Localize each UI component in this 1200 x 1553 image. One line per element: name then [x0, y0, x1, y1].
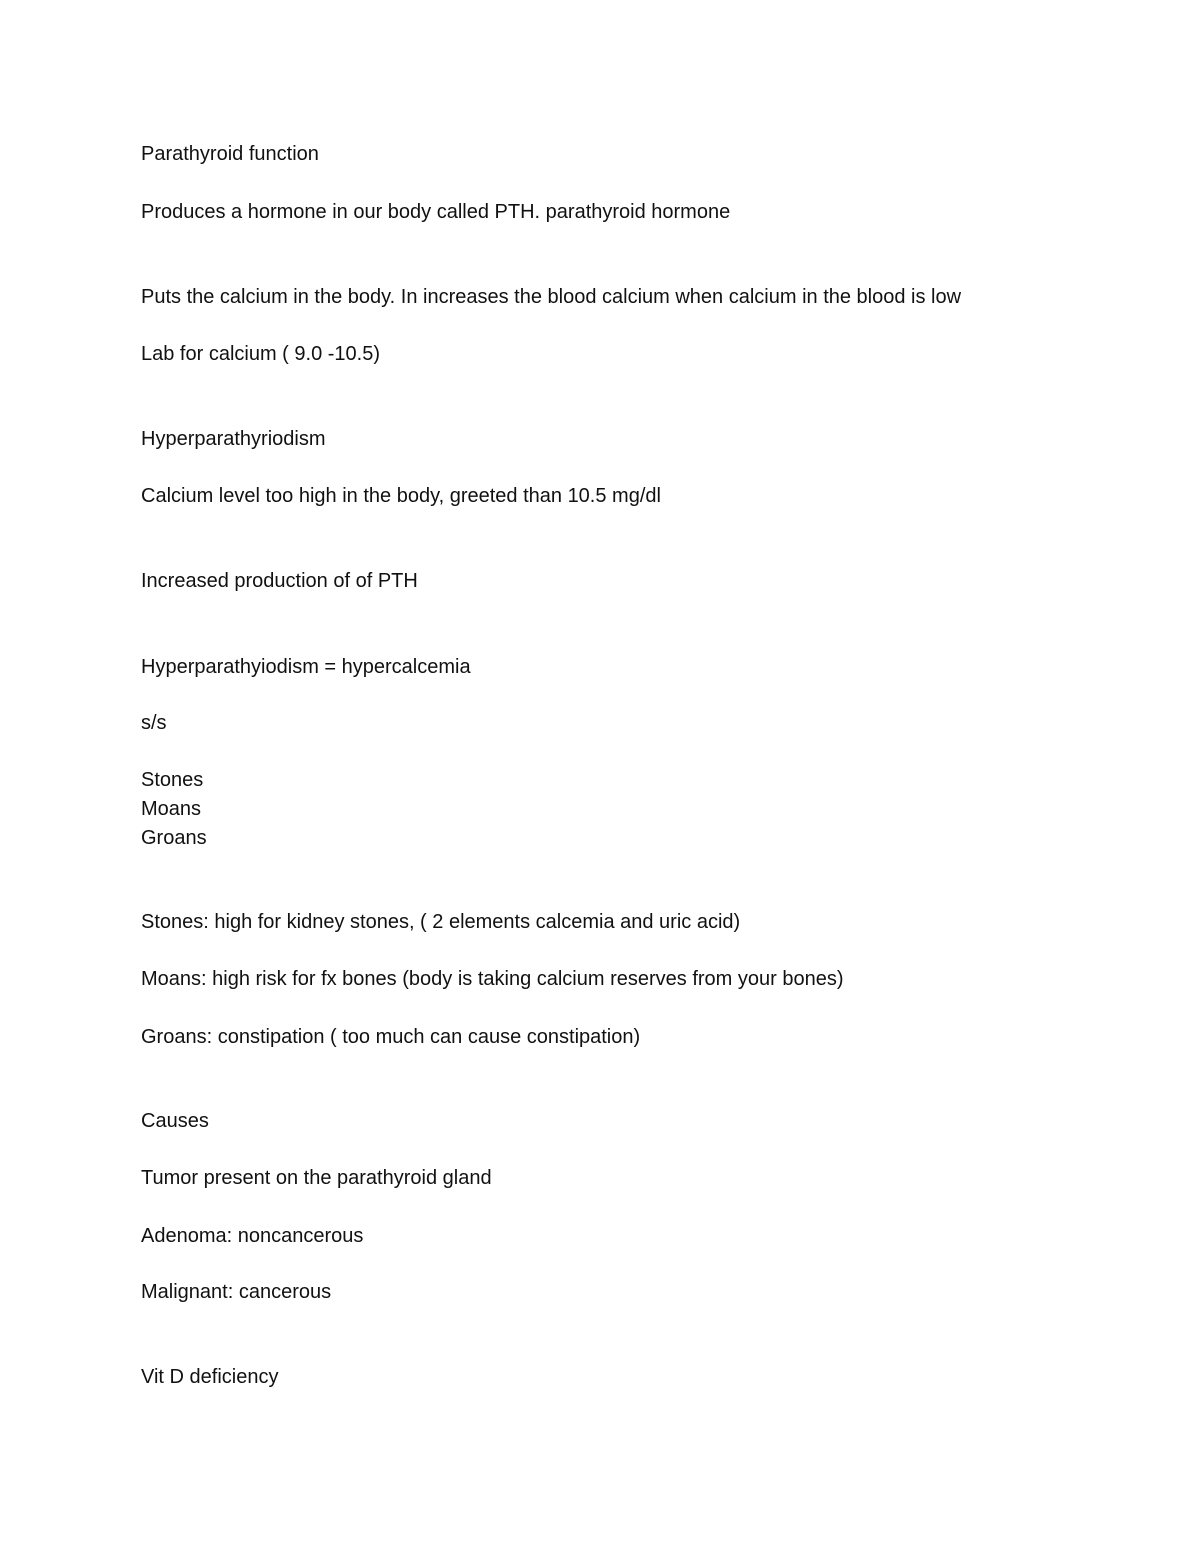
list-item: Groans	[141, 827, 207, 849]
text-line: Hyperparathyiodism = hypercalcemia	[141, 656, 471, 678]
text-line: Moans: high risk for fx bones (body is taking calcium reserves from your bones)	[141, 968, 844, 990]
text-line: s/s	[141, 712, 167, 734]
text-line: Adenoma: noncancerous	[141, 1225, 364, 1247]
heading-hyperparathyroidism: Hyperparathyriodism	[141, 428, 326, 450]
list-item: Stones	[141, 769, 204, 791]
text-line: Lab for calcium ( 9.0 -10.5)	[141, 343, 380, 365]
text-line: Malignant: cancerous	[141, 1281, 332, 1303]
text-line: Tumor present on the parathyroid gland	[141, 1167, 492, 1189]
text-line: Produces a hormone in our body called PTH. parathyroid hormone	[141, 201, 731, 223]
heading-parathyroid-function: Parathyroid function	[141, 143, 319, 165]
list-item: Moans	[141, 798, 202, 820]
text-line: Vit D deficiency	[141, 1366, 279, 1388]
heading-causes: Causes	[141, 1110, 209, 1132]
text-line: Increased production of of PTH	[141, 570, 418, 592]
text-line: Calcium level too high in the body, greeted than 10.5 mg/dl	[141, 485, 661, 507]
text-line: Puts the calcium in the body. In increases the blood calcium when calcium in the blood is low	[141, 286, 962, 308]
text-line: Stones: high for kidney stones, ( 2 elements calcemia and uric acid)	[141, 911, 741, 933]
text-line: Groans: constipation ( too much can cause constipation)	[141, 1026, 641, 1048]
